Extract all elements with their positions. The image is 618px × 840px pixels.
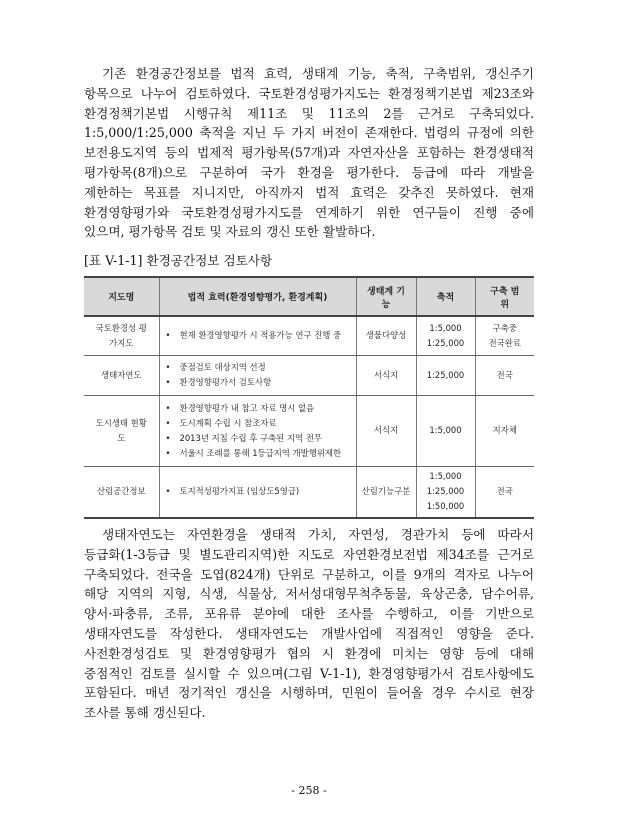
scale-value: 1:5,000 [429, 322, 462, 333]
header-scale: 축적 [416, 277, 475, 316]
bullet-text: 토지적성평가지표 (임상도5영급) [179, 486, 300, 497]
eco-function-cell: 서식지 [356, 395, 416, 466]
legal-effect-cell [159, 316, 356, 355]
scale-value: 1:50,000 [426, 501, 465, 512]
bullet-item [166, 446, 355, 461]
scale-value: 1:25,000 [426, 486, 465, 497]
bullet-text: 현재 환경영향평가 시 적용가능 연구 진행 중 [179, 330, 342, 341]
scale-value: 1:5,000 [429, 425, 462, 435]
text-line: 평가항목(8개)으로 구분하여 국가 환경을 평가한다. 등급에 따라 개발을 [84, 164, 534, 180]
header-map-name: 지도명 [84, 277, 159, 316]
text-line: 포함된다. 매년 정기적인 갱신을 시행하며, 민원이 들어올 경우 수시로 현장 [84, 685, 534, 701]
eco-function-cell: 서식지 [356, 355, 416, 395]
bullet-item [166, 328, 355, 343]
text-line: 해당 지역의 지형, 식생, 식물상, 저서성대형무척추동물, 육상곤충, 담수어류, [84, 586, 534, 602]
map-name-cell: 생태자연도 [84, 355, 159, 395]
bullet-item [166, 401, 355, 416]
text-line: 보전용도지역 등의 법제적 평가항목(57개)과 자연자산을 포함하는 환경생태적 [84, 145, 534, 161]
paragraph-intro [84, 64, 534, 242]
bullet-item [166, 431, 355, 446]
text-line: 사전환경성검토 및 환경영향평가 협의 시 환경에 미치는 영향 등에 대해 [84, 645, 534, 661]
bullet-item [166, 360, 355, 375]
table-row [84, 316, 534, 355]
bullet-text: 도시계획 수립 시 참조자료 [179, 417, 277, 428]
text-line: 조사를 통해 갱신된다. [84, 705, 206, 721]
text-line: 기존 환경공간정보를 법적 효력, 생태계 기능, 축적, 구축범위, 갱신주기 [102, 66, 534, 81]
bullet-item [166, 416, 355, 431]
range-cell: 지자체 [475, 395, 534, 466]
table-row [84, 355, 534, 395]
paragraph-eco-map [84, 525, 534, 723]
scale-cell [416, 466, 475, 518]
bullet-text: 서울시 조례를 통해 1등급지역 개발행위제한 [179, 447, 342, 458]
legal-effect-cell [159, 466, 356, 518]
map-name-cell: 산림공간정보 [84, 466, 159, 518]
bullet-text: 중점검토 대상지역 선정 [179, 362, 266, 372]
text-line: 환경정책기본법 시행규칙 제11조 및 11조의 2를 근거로 구축되었다. [84, 105, 534, 121]
eco-function-cell: 생물다양성 [356, 316, 416, 355]
eco-function-cell: 산림기능구분 [356, 466, 416, 518]
bullet-text: 2013년 지침 수립 후 구축된 지역 전무 [179, 432, 322, 443]
scale-value: 1:25,000 [426, 337, 465, 348]
text-line: 1:5,000/1:25,000 축적을 지닌 두 가지 버전이 존재한다. 법령의 규정에 의한 [84, 125, 534, 141]
text-line: 환경영향평가와 국토환경성평가지도를 연계하기 위한 연구들이 진행 중에 [84, 204, 534, 220]
header-eco-function: 생태계 기능 [356, 277, 416, 316]
text-line: 양서·파충류, 조류, 포유류 분야에 대한 조사를 수행하고, 이를 기반으로 [84, 606, 534, 622]
scale-cell [416, 395, 475, 466]
text-line: 등급화(1-3등급 및 별도관리지역)한 지도로 자연환경보전법 제34조를 근거로 [84, 546, 534, 562]
bullet-item [166, 484, 355, 499]
legal-effect-cell [159, 355, 356, 395]
scale-value: 1:5,000 [429, 471, 462, 482]
text-line: 구축되었다. 전국을 도엽(824개) 단위로 구분하고, 이를 9개의 격자로 나누어 [84, 566, 534, 582]
scale-value: 1:25,000 [426, 369, 465, 380]
text-line: 있으며, 평가항목 검토 및 자료의 갱신 또한 활발하다. [84, 224, 376, 240]
text-line: 제한하는 목표를 지니지만, 아직까지 법적 효력은 갖추진 못하였다. 현재 [84, 184, 534, 200]
bullet-text: 환경영향평가서 검토사항 [179, 377, 272, 387]
scale-cell [416, 316, 475, 355]
header-range: 구축 범위 [475, 277, 534, 316]
text-line: 항목으로 나누어 검토하였다. 국토환경성평가지도는 환경정책기본법 제23조와 [84, 85, 534, 101]
text-line: 생태자연도를 작성한다. 생태자연도는 개발사업에 직접적인 영향을 준다. [84, 625, 534, 641]
range-cell: 전국 [475, 355, 534, 395]
map-name-cell: 국토환경성 평가지도 [84, 316, 159, 355]
range-cell: 전국 [475, 466, 534, 518]
header-legal-effect: 법적 효력(환경영향평가, 환경계획) [159, 277, 356, 316]
text-line: 생태자연도는 자연환경을 생태적 가치, 자연성, 경관가치 등에 따라서 [102, 527, 534, 542]
page-number: - 258 - [291, 784, 327, 797]
text-line: 중점적인 검토를 실시할 수 있으며(그림 V-1-1), 환경영향평가서 검토사항에도 [84, 665, 534, 681]
table-row [84, 395, 534, 466]
bullet-text: 환경영향평가 내 참고 자료 명시 없음 [179, 402, 315, 413]
bullet-item [166, 375, 355, 390]
map-name-cell: 도시생태 현황도 [84, 395, 159, 466]
table-caption: [표 V-1-1] 환경공간정보 검토사항 [84, 253, 273, 268]
table-row [84, 466, 534, 518]
legal-effect-cell [159, 395, 356, 466]
scale-cell [416, 355, 475, 395]
range-cell: 구축중 전국완료 [475, 316, 534, 355]
review-table [84, 276, 534, 519]
